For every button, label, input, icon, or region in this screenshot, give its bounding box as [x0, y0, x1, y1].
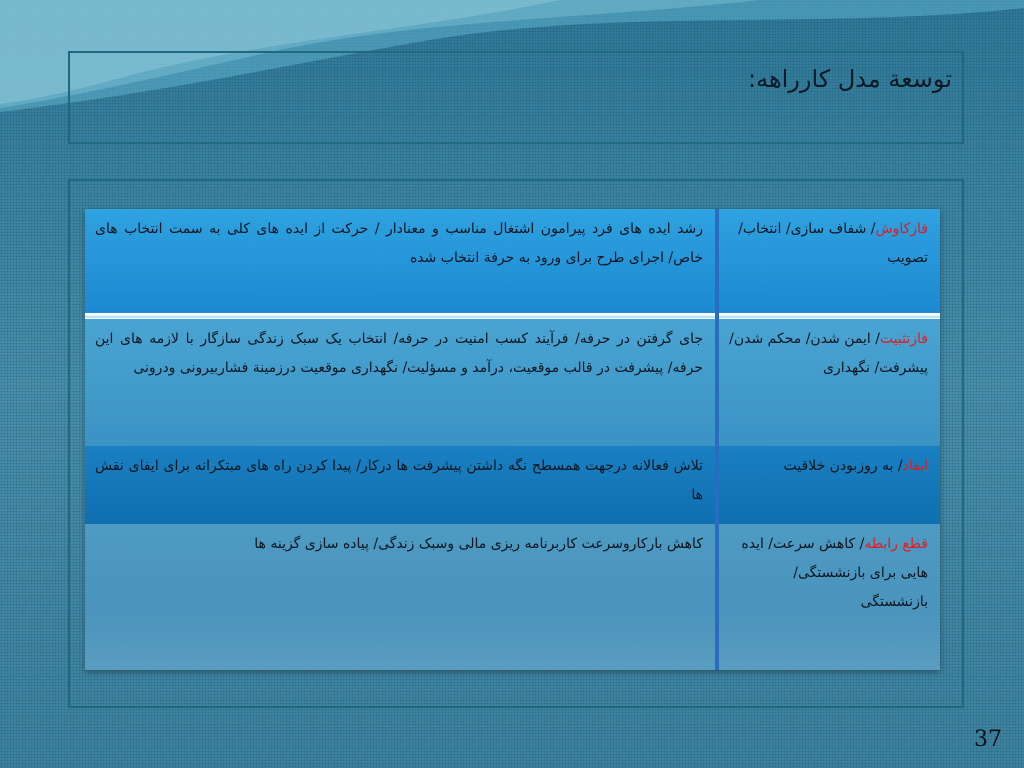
- stage-term-cell: [718, 319, 940, 446]
- stage-term-text: / شفاف سازی/ انتخاب/ تصویب: [738, 221, 928, 266]
- stage-term-cell: [718, 209, 940, 313]
- stage-description: تلاش فعالانه درجهت همسطح نگه داشتن پیشرفت ها درکار/ پیدا کردن راه های مبتکرانه برای ایفای نقش ها: [95, 458, 703, 503]
- table-row: [85, 209, 940, 313]
- page-number: 37: [974, 727, 1002, 752]
- stage-term-cell: [718, 446, 940, 524]
- stage-term-text: / به روزبودن خلاقیت: [783, 458, 903, 474]
- table-row: [85, 524, 940, 670]
- stage-term-highlight: ابقاد: [902, 458, 928, 474]
- slide-title: توسعة مدل کارراهه:: [748, 65, 952, 93]
- title-frame: [68, 51, 964, 144]
- stage-term-highlight: قطع رابطه: [864, 536, 928, 552]
- career-stages-table: [85, 209, 940, 670]
- stage-term-highlight: فازکاوش: [875, 221, 928, 237]
- stage-description: کاهش بارکاروسرعت کاربرنامه ریزی مالی وسبک زندگی/ پیاده سازی گزینه ها: [254, 536, 703, 552]
- table-row: [85, 446, 940, 524]
- stage-description: جای گرفتن در حرفه/ فرآیند کسب امنیت در حرفه/ انتخاب یک سبک زندگی سازگار با لازمه های این حرفه/ پیشرفت در قالب موقعیت، درآمد و مسؤلیت/ نگهداری موقعیت درزمینة فشاربیرونی ودرونی: [95, 331, 703, 376]
- stage-term-text: / کاهش سرعت/ ایده هایی برای بازنشستگی/ بازنشستگی: [741, 536, 928, 610]
- column-divider: [715, 209, 719, 670]
- stage-description: رشد ایده های فرد پیرامون اشتغال مناسب و معنادار / حرکت از ایده های کلی به سمت انتخاب های خاص/ اجرای طرح برای ورود به حرفة انتخاب شده: [95, 221, 703, 266]
- stage-term-cell: [718, 524, 940, 670]
- table-row: [85, 319, 940, 446]
- stage-term-highlight: فازتثبیت: [879, 331, 928, 347]
- stage-term-text: / ایمن شدن/ محکم شدن/ پیشرفت/ نگهداری: [729, 331, 928, 376]
